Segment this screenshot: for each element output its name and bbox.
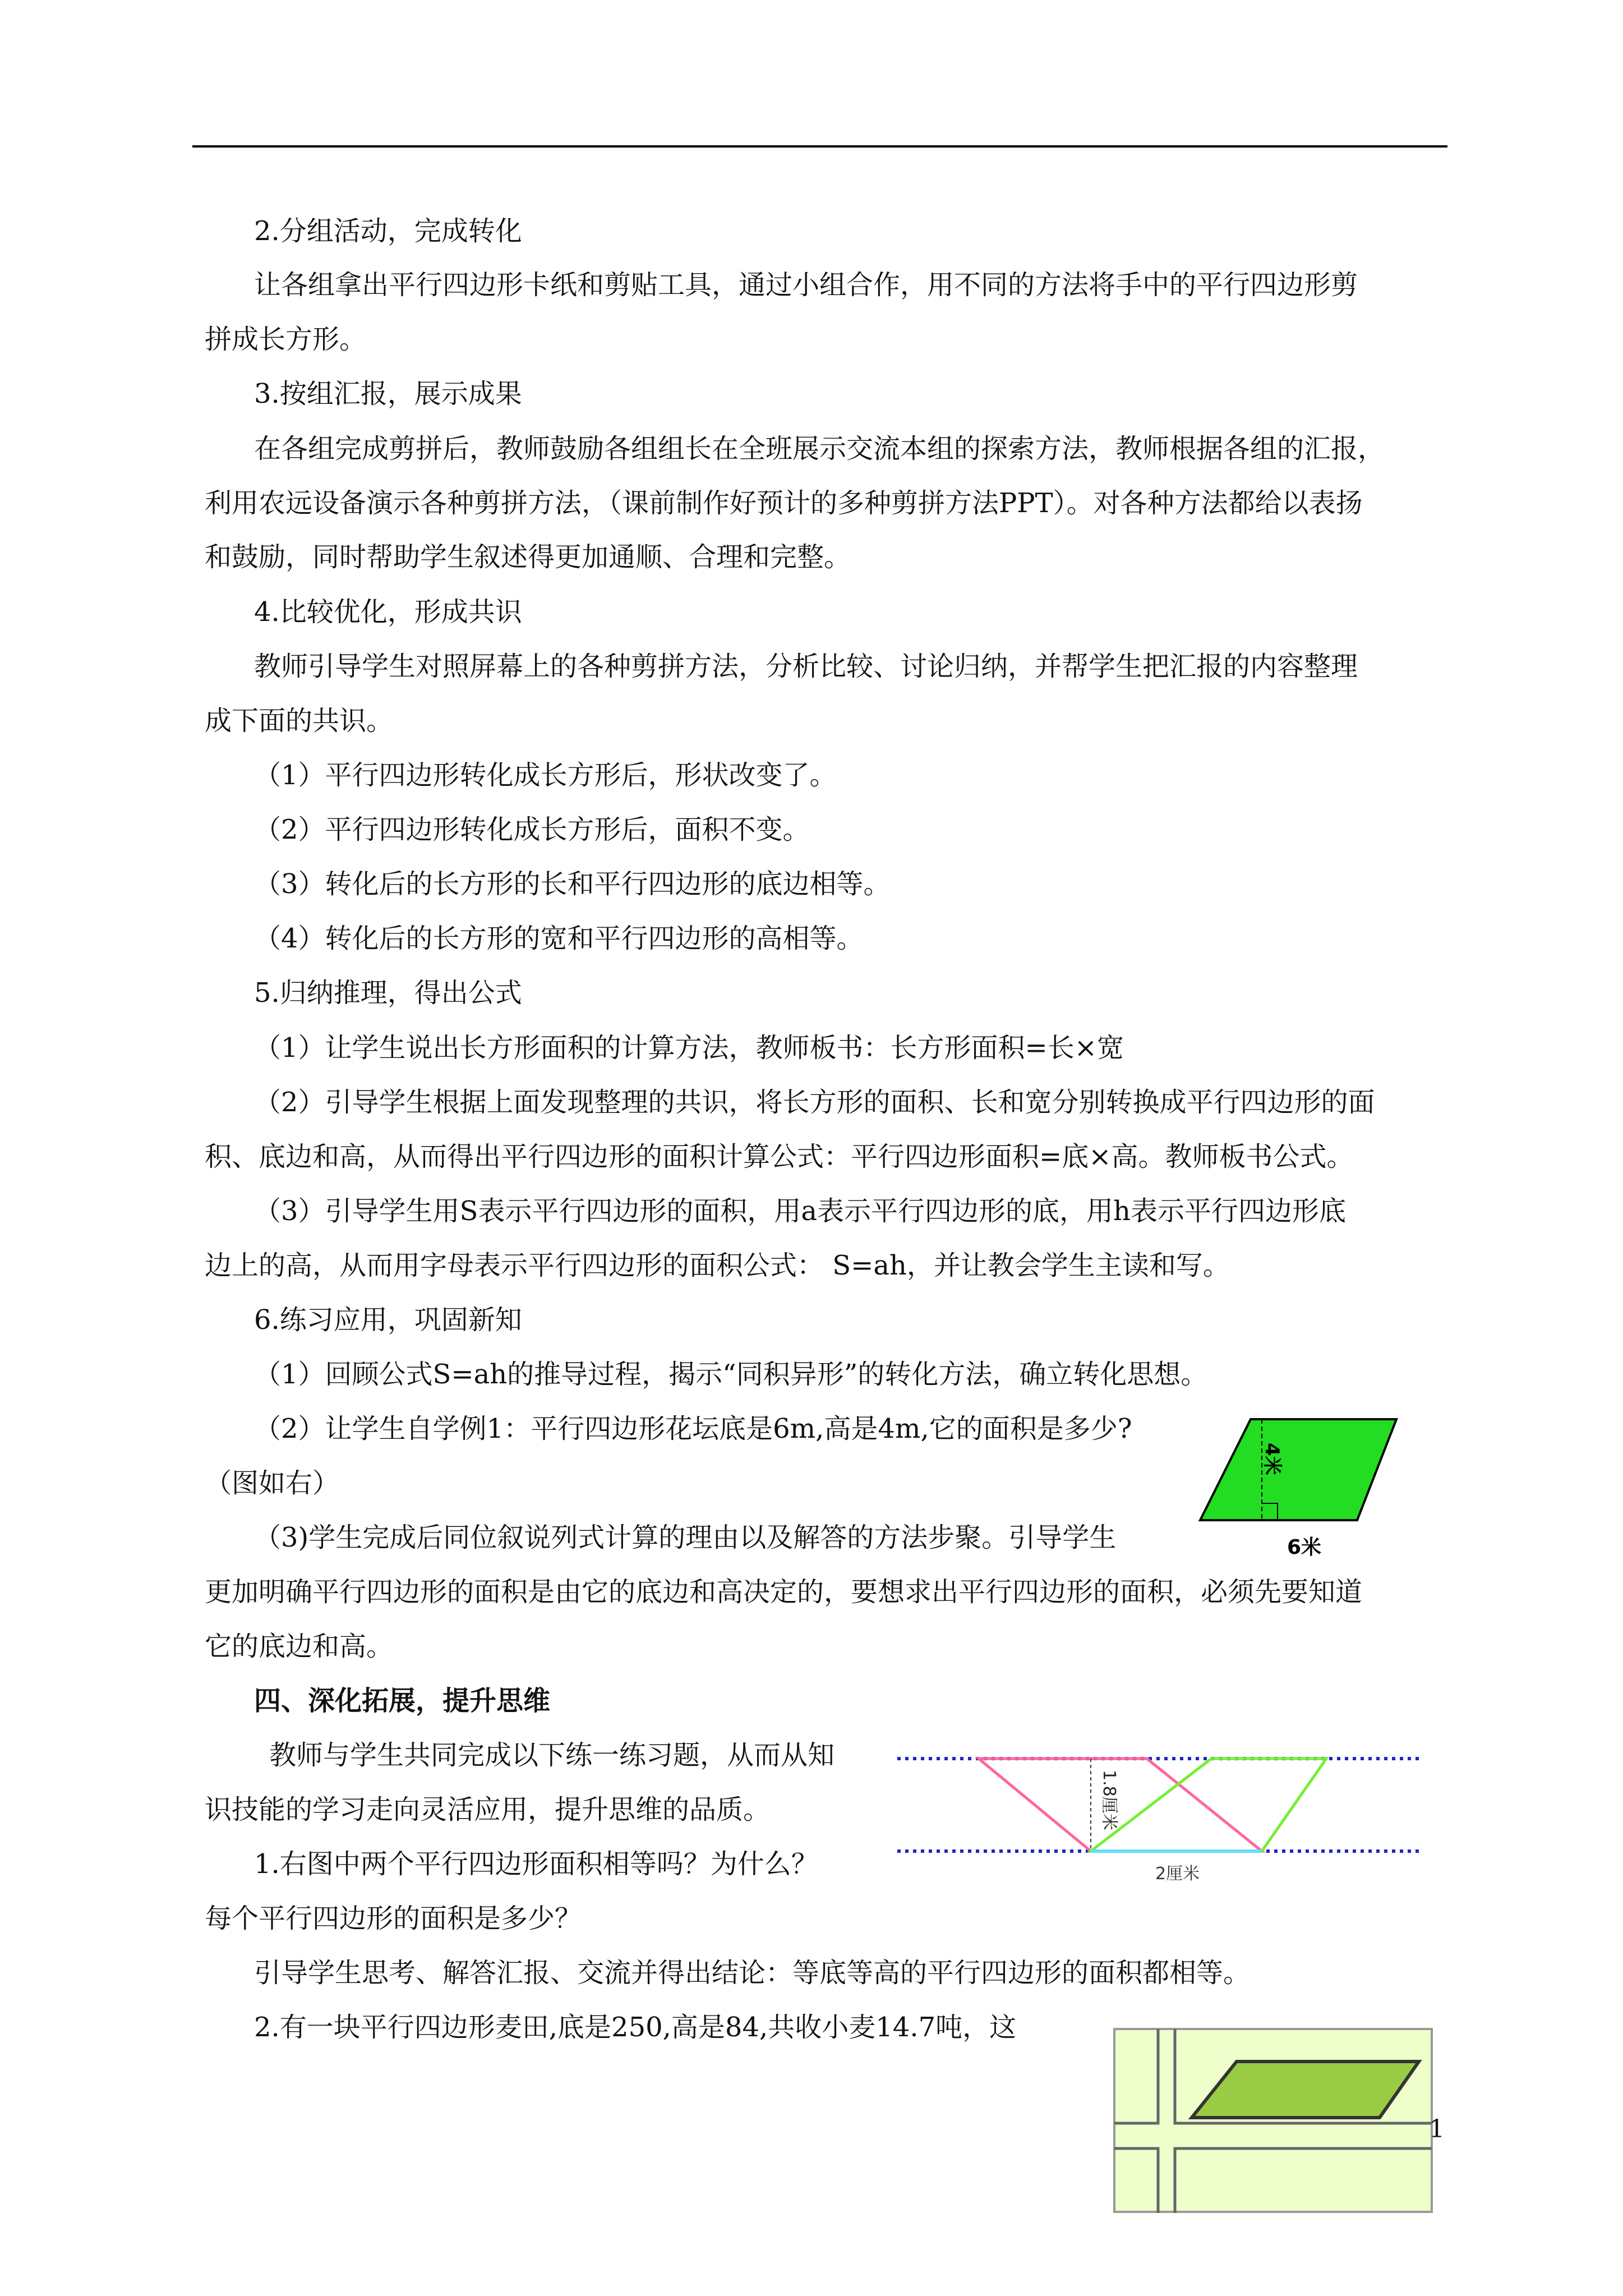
text-line: 教师与学生共同完成以下练一练习题，从而从知 — [269, 1740, 835, 1771]
text-line: 教师引导学生对照屏幕上的各种剪拼方法，分析比较、讨论归纳，并帮学生把汇报的内容整理 — [254, 651, 1358, 682]
wheat-field-image — [1113, 2028, 1433, 2213]
list-item: （2）平行四边形转化成长方形后，面积不变。 — [254, 814, 810, 845]
pink-parallelogram — [979, 1759, 1262, 1851]
list-item: （4）转化后的长方形的宽和平行四边形的高相等。 — [254, 923, 864, 954]
page-number: 1 — [1429, 2115, 1445, 2143]
list-item: （3）转化后的长方形的长和平行四边形的底边相等。 — [254, 868, 891, 900]
heading-2: 2.分组活动，完成转化 — [254, 215, 522, 247]
text-line: 和鼓励，同时帮助学生叙述得更加通顺、合理和完整。 — [205, 541, 851, 573]
image-frame — [1114, 2029, 1432, 2212]
list-item: （1）回顾公式S=ah的推导过程，揭示“同积异形”的转化方法，确立转化思想。 — [254, 1359, 1208, 1390]
base-label: 6米 — [1287, 1536, 1322, 1559]
two-parallelograms-figure — [892, 1745, 1424, 1890]
list-item: （3)学生完成后同位叙说列式计算的理由以及解答的方法步聚。引导学生 — [254, 1522, 1117, 1553]
text-line: 让各组拿出平行四边形卡纸和剪贴工具，通过小组合作，用不同的方法将手中的平行四边形剪 — [254, 269, 1358, 301]
list-item: （3）引导学生用S表示平行四边形的面积，用a表示平行四边形的底，用h表示平行四边形底 — [254, 1195, 1346, 1227]
heading-6: 6.练习应用，巩固新知 — [254, 1304, 522, 1336]
section-heading: 四、深化拓展，提升思维 — [254, 1685, 551, 1717]
parallelogram-shape — [1200, 1419, 1396, 1520]
text-line: 在各组完成剪拼后，教师鼓励各组组长在全班展示交流本组的探索方法，教师根据各组的汇报， — [254, 433, 1385, 464]
text-line: 每个平行四边形的面积是多少？ — [205, 1903, 582, 1934]
text-line: 积、底边和高，从而得出平行四边形的面积计算公式：平行四边形面积=底×高。教师板书公式。 — [205, 1141, 1354, 1172]
text-line: （图如右） — [205, 1467, 340, 1499]
height-label: 1.8厘米 — [1099, 1770, 1119, 1830]
text-line: 识技能的学习走向灵活应用，提升思维的品质。 — [205, 1794, 771, 1825]
heading-3: 3.按组汇报，展示成果 — [254, 378, 522, 409]
header-rule — [192, 145, 1447, 148]
heading-5: 5.归纳推理，得出公式 — [254, 977, 522, 1009]
list-item: （2）让学生自学例1：平行四边形花坛底是6m,高是4m,它的面积是多少? — [254, 1413, 1132, 1444]
green-parallelogram — [1091, 1759, 1326, 1851]
list-item: （1）平行四边形转化成长方形后，形状改变了。 — [254, 760, 837, 791]
question-1: 1.右图中两个平行四边形面积相等吗？为什么？ — [254, 1848, 818, 1880]
base-label: 2厘米 — [1155, 1864, 1200, 1884]
text-line: 成下面的共识。 — [205, 705, 394, 737]
text-line: 拼成长方形。 — [205, 324, 367, 355]
question-2: 2.有一块平行四边形麦田,底是250,高是84,共收小麦14.7吨，这 — [254, 2012, 1017, 2043]
heading-4: 4.比较优化，形成共识 — [254, 596, 522, 628]
parallelogram-figure — [1189, 1408, 1458, 1559]
text-line: 利用农远设备演示各种剪拼方法，（课前制作好预计的多种剪拼方法PPT）。对各种方法都给以表扬 — [205, 487, 1363, 519]
text-line: 更加明确平行四边形的面积是由它的底边和高决定的，要想求出平行四边形的面积，必须先要知道 — [205, 1576, 1363, 1608]
text-line: 它的底边和高。 — [205, 1631, 394, 1662]
text-line: 引导学生思考、解答汇报、交流并得出结论：等底等高的平行四边形的面积都相等。 — [254, 1957, 1251, 1989]
height-label: 4米 — [1261, 1443, 1283, 1475]
list-item: （1）让学生说出长方形面积的计算方法，教师板书：长方形面积=长×宽 — [254, 1032, 1124, 1064]
text-line: 边上的高，从而用字母表示平行四边形的面积公式： S=ah，并让教会学生主读和写。 — [205, 1250, 1230, 1281]
list-item: （2）引导学生根据上面发现整理的共识，将长方形的面积、长和宽分别转换成平行四边形的面 — [254, 1087, 1375, 1118]
